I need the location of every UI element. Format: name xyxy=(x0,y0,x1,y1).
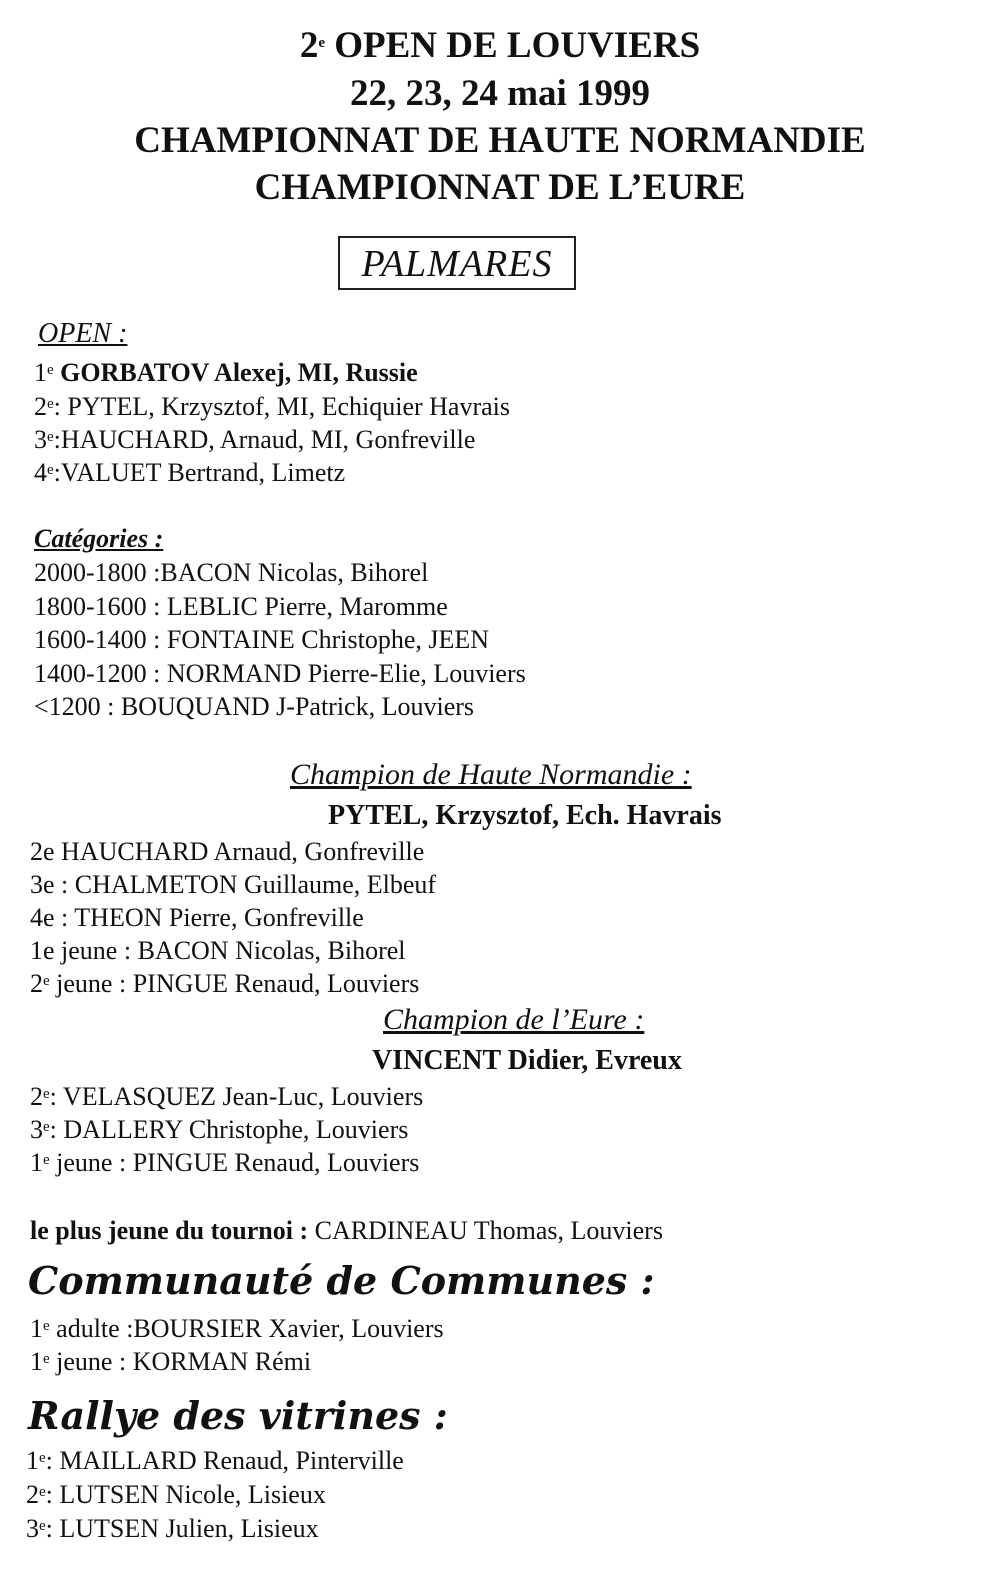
rallye-result-row: 2e: LUTSEN Nicole, Lisieux xyxy=(26,1480,326,1509)
eure-result-row: 1e jeune : PINGUE Renaud, Louviers xyxy=(30,1148,420,1177)
rallye-heading: Rallye des vitrines : xyxy=(28,1393,448,1438)
category-result-row: 1600-1400 : FONTAINE Christophe, JEEN xyxy=(34,625,490,654)
communaute-result-row: 1e jeune : KORMAN Rémi xyxy=(30,1347,312,1376)
haute-normandie-result-row: 2e HAUCHARD Arnaud, Gonfreville xyxy=(30,837,425,866)
open-result-row: 2e: PYTEL, Krzysztof, MI, Echiquier Havrais xyxy=(34,392,510,421)
youngest-player: le plus jeune du tournoi : CARDINEAU Thomas, Louviers xyxy=(30,1216,663,1245)
haute-normandie-result-row: 3e : CHALMETON Guillaume, Elbeuf xyxy=(30,870,437,899)
haute-normandie-result-row: 4e : THEON Pierre, Gonfreville xyxy=(30,903,364,932)
title-open-de-louviers: 2e OPEN DE LOUVIERS xyxy=(299,25,701,66)
haute-normandie-result-row: 1e jeune : BACON Nicolas, Bihorel xyxy=(30,936,406,965)
eure-result-row: 3e: DALLERY Christophe, Louviers xyxy=(30,1115,409,1144)
champion-eure-name: VINCENT Didier, Evreux xyxy=(372,1045,682,1076)
categories-heading: Catégories : xyxy=(34,524,164,553)
category-result-row: 1400-1200 : NORMAND Pierre-Elie, Louviers xyxy=(34,658,526,688)
category-result-row: <1200 : BOUQUAND J-Patrick, Louviers xyxy=(34,692,475,721)
champion-haute-normandie-heading: Champion de Haute Normandie : xyxy=(290,758,692,791)
open-heading: OPEN : xyxy=(38,318,128,349)
open-result-row: 4e:VALUET Bertrand, Limetz xyxy=(34,458,346,487)
rallye-result-row: 1e: MAILLARD Renaud, Pinterville xyxy=(26,1446,404,1475)
rallye-result-row: 3e: LUTSEN Julien, Lisieux xyxy=(26,1514,319,1543)
eure-result-row: 2e: VELASQUEZ Jean-Luc, Louviers xyxy=(30,1082,424,1111)
title-championnat-haute-normandie: CHAMPIONNAT DE HAUTE NORMANDIE xyxy=(134,120,866,161)
category-result-row: 1800-1600 : LEBLIC Pierre, Maromme xyxy=(34,591,448,621)
title-dates: 22, 23, 24 mai 1999 xyxy=(349,73,651,114)
communaute-heading: Communauté de Communes : xyxy=(28,1258,655,1303)
communaute-result-row: 1e adulte :BOURSIER Xavier, Louviers xyxy=(30,1314,444,1343)
open-result-row: 3e:HAUCHARD, Arnaud, MI, Gonfreville xyxy=(34,425,476,454)
champion-haute-normandie-name: PYTEL, Krzysztof, Ech. Havrais xyxy=(328,800,722,831)
champion-eure-heading: Champion de l’Eure : xyxy=(383,1003,645,1036)
haute-normandie-result-row: 2e jeune : PINGUE Renaud, Louviers xyxy=(30,969,420,998)
title-championnat-eure: CHAMPIONNAT DE L’EURE xyxy=(254,167,746,208)
category-result-row: 2000-1800 :BACON Nicolas, Bihorel xyxy=(34,558,429,587)
palmares-box: PALMARES xyxy=(338,236,576,290)
open-winner: 1e GORBATOV Alexej, MI, Russie xyxy=(34,358,418,387)
